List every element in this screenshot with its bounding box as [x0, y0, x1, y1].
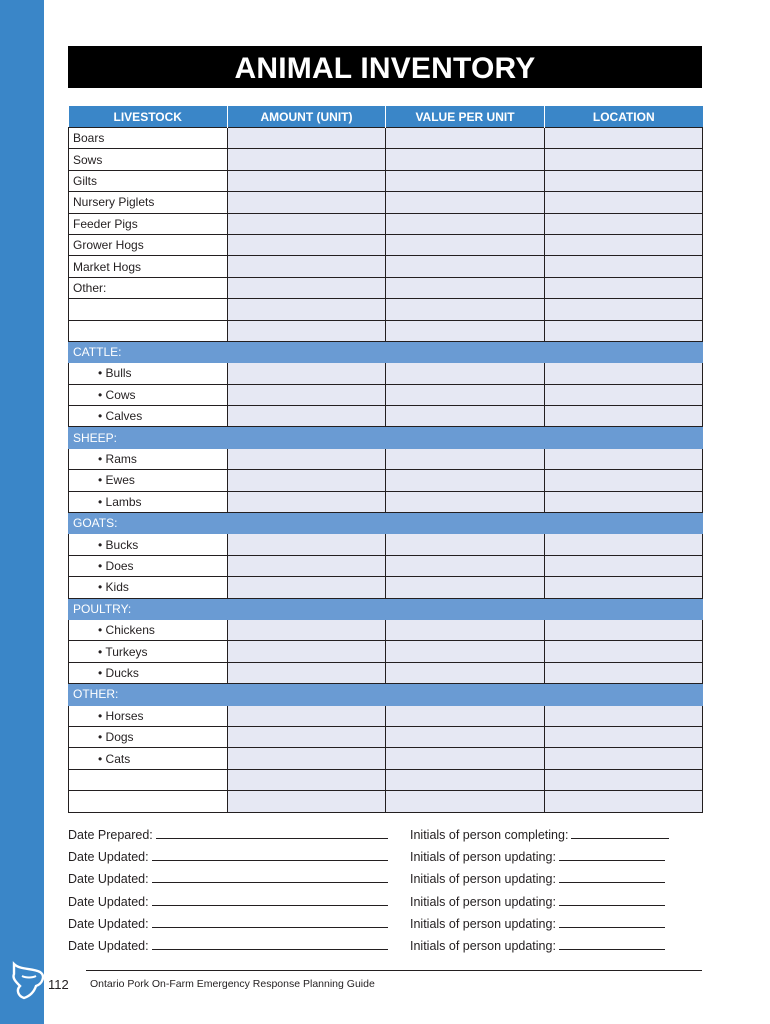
location-cell[interactable]: [545, 641, 703, 662]
location-cell[interactable]: [545, 662, 703, 683]
signoff-row: [68, 826, 702, 846]
location-cell[interactable]: [545, 619, 703, 640]
initials-field: [410, 826, 669, 842]
initials-label: Initials of person updating:: [410, 850, 556, 865]
location-cell[interactable]: [545, 769, 703, 790]
value-cell[interactable]: [386, 791, 545, 812]
value-cell[interactable]: [386, 448, 545, 469]
amount-cell[interactable]: [228, 769, 386, 790]
date-label: Date Updated:: [68, 894, 149, 909]
amount-cell[interactable]: [228, 534, 386, 555]
table-row: [69, 213, 703, 234]
section-row: [69, 341, 703, 362]
initials-label: Initials of person updating:: [410, 872, 556, 887]
location-cell[interactable]: [545, 555, 703, 576]
value-cell[interactable]: [386, 363, 545, 384]
amount-cell[interactable]: [228, 705, 386, 726]
value-cell[interactable]: [386, 299, 545, 320]
table-row: [69, 149, 703, 170]
table-row: [69, 299, 703, 320]
value-cell[interactable]: [386, 555, 545, 576]
location-cell[interactable]: [545, 448, 703, 469]
section-label: SHEEP:: [69, 427, 703, 448]
value-cell[interactable]: [386, 406, 545, 427]
initials-blank-line[interactable]: [559, 937, 665, 950]
location-cell[interactable]: [545, 534, 703, 555]
amount-cell[interactable]: [228, 619, 386, 640]
livestock-label[interactable]: [69, 299, 228, 320]
amount-cell[interactable]: [228, 128, 386, 149]
value-cell[interactable]: [386, 748, 545, 769]
date-label: Date Updated:: [68, 872, 149, 887]
amount-cell[interactable]: [228, 299, 386, 320]
table-row: [69, 256, 703, 277]
table-row: [69, 534, 703, 555]
section-label: GOATS:: [69, 513, 703, 534]
initials-label: Initials of person updating:: [410, 939, 556, 953]
location-cell[interactable]: [545, 577, 703, 598]
amount-cell[interactable]: [228, 448, 386, 469]
table-row: [69, 234, 703, 255]
section-row: [69, 427, 703, 448]
value-cell[interactable]: [386, 320, 545, 341]
section-row: [69, 598, 703, 619]
date-blank-line[interactable]: [152, 937, 388, 950]
livestock-label[interactable]: • Does: [69, 555, 228, 576]
livestock-label[interactable]: • Lambs: [69, 491, 228, 512]
amount-cell[interactable]: [228, 213, 386, 234]
signoff-row: [68, 937, 702, 957]
location-cell[interactable]: [545, 128, 703, 149]
date-blank-line[interactable]: [152, 893, 388, 906]
value-cell[interactable]: [386, 470, 545, 491]
livestock-label[interactable]: • Bulls: [69, 363, 228, 384]
table-row: [69, 192, 703, 213]
footer-rule: [86, 970, 702, 971]
table-row: [69, 384, 703, 405]
table-row: [69, 363, 703, 384]
value-cell[interactable]: [386, 384, 545, 405]
amount-cell[interactable]: [228, 555, 386, 576]
date-field: [68, 937, 388, 953]
amount-cell[interactable]: [228, 320, 386, 341]
value-cell[interactable]: [386, 726, 545, 747]
section-label: POULTRY:: [69, 598, 703, 619]
section-label: CATTLE:: [69, 341, 703, 362]
location-cell[interactable]: [545, 491, 703, 512]
date-field: [68, 870, 388, 886]
table-row: [69, 320, 703, 341]
pig-logo-icon: [6, 956, 50, 1004]
initials-blank-line[interactable]: [559, 870, 665, 883]
table-row: [69, 791, 703, 812]
column-header-value: VALUE PER UNIT: [386, 106, 545, 128]
livestock-label[interactable]: • Cows: [69, 384, 228, 405]
side-color-bar: [0, 0, 44, 1024]
initials-field: [410, 870, 665, 886]
date-field: [68, 848, 388, 864]
livestock-label[interactable]: • Dogs: [69, 726, 228, 747]
amount-cell[interactable]: [228, 363, 386, 384]
table-row: [69, 170, 703, 191]
table-row: [69, 555, 703, 576]
location-cell[interactable]: [545, 705, 703, 726]
livestock-label[interactable]: Other:: [69, 277, 228, 298]
initials-blank-line[interactable]: [559, 848, 665, 861]
value-cell[interactable]: [386, 662, 545, 683]
table-row: [69, 577, 703, 598]
location-cell[interactable]: [545, 470, 703, 491]
location-cell[interactable]: [545, 192, 703, 213]
table-row: [69, 748, 703, 769]
date-blank-line[interactable]: [156, 826, 388, 839]
initials-field: [410, 893, 665, 909]
table-row: [69, 128, 703, 149]
column-header-livestock: LIVESTOCK: [69, 106, 228, 128]
page-number: 112: [48, 977, 69, 992]
value-cell[interactable]: [386, 170, 545, 191]
location-cell[interactable]: [545, 234, 703, 255]
initials-field: [410, 915, 665, 931]
table-row: [69, 641, 703, 662]
date-label: Date Updated:: [68, 916, 149, 931]
location-cell[interactable]: [545, 320, 703, 341]
inventory-table: [68, 106, 703, 813]
initials-field: [410, 937, 665, 953]
livestock-label[interactable]: • Kids: [69, 577, 228, 598]
livestock-label[interactable]: Feeder Pigs: [69, 213, 228, 234]
value-cell[interactable]: [386, 192, 545, 213]
livestock-label[interactable]: • Horses: [69, 705, 228, 726]
table-row: [69, 470, 703, 491]
amount-cell[interactable]: [228, 577, 386, 598]
amount-cell[interactable]: [228, 470, 386, 491]
livestock-label[interactable]: • Rams: [69, 448, 228, 469]
value-cell[interactable]: [386, 641, 545, 662]
livestock-label[interactable]: Nursery Piglets: [69, 192, 228, 213]
location-cell[interactable]: [545, 384, 703, 405]
table-row: [69, 406, 703, 427]
location-cell[interactable]: [545, 791, 703, 812]
value-cell[interactable]: [386, 491, 545, 512]
livestock-label[interactable]: [69, 791, 228, 812]
livestock-label[interactable]: Boars: [69, 128, 228, 149]
location-cell[interactable]: [545, 149, 703, 170]
value-cell[interactable]: [386, 128, 545, 149]
amount-cell[interactable]: [228, 170, 386, 191]
table-row: [69, 769, 703, 790]
initials-blank-line[interactable]: [571, 826, 669, 839]
livestock-label[interactable]: • Turkeys: [69, 641, 228, 662]
initials-blank-line[interactable]: [559, 915, 665, 928]
livestock-label[interactable]: • Calves: [69, 406, 228, 427]
signoff-row: [68, 848, 702, 868]
signoff-row: [68, 915, 702, 935]
signoff-row: [68, 870, 702, 890]
livestock-label[interactable]: Gilts: [69, 170, 228, 191]
date-label: Date Updated:: [68, 850, 149, 865]
date-field: [68, 893, 388, 909]
amount-cell[interactable]: [228, 641, 386, 662]
livestock-label[interactable]: Market Hogs: [69, 256, 228, 277]
amount-cell[interactable]: [228, 406, 386, 427]
location-cell[interactable]: [545, 277, 703, 298]
livestock-label[interactable]: Sows: [69, 149, 228, 170]
table-row: [69, 619, 703, 640]
amount-cell[interactable]: [228, 662, 386, 683]
initials-blank-line[interactable]: [559, 893, 665, 906]
signoff-row: [68, 893, 702, 913]
initials-field: [410, 848, 665, 864]
table-header-row: [69, 106, 703, 128]
table-row: [69, 491, 703, 512]
value-cell[interactable]: [386, 213, 545, 234]
date-blank-line[interactable]: [152, 870, 388, 883]
location-cell[interactable]: [545, 256, 703, 277]
amount-cell[interactable]: [228, 491, 386, 512]
value-cell[interactable]: [386, 769, 545, 790]
amount-cell[interactable]: [228, 384, 386, 405]
livestock-label[interactable]: [69, 320, 228, 341]
date-blank-line[interactable]: [152, 848, 388, 861]
table-row: [69, 705, 703, 726]
date-field: [68, 915, 388, 931]
location-cell[interactable]: [545, 406, 703, 427]
amount-cell[interactable]: [228, 256, 386, 277]
value-cell[interactable]: [386, 534, 545, 555]
livestock-label[interactable]: • Ewes: [69, 470, 228, 491]
value-cell[interactable]: [386, 619, 545, 640]
livestock-label[interactable]: • Cats: [69, 748, 228, 769]
location-cell[interactable]: [545, 726, 703, 747]
location-cell[interactable]: [545, 299, 703, 320]
amount-cell[interactable]: [228, 791, 386, 812]
table-row: [69, 277, 703, 298]
section-row: [69, 513, 703, 534]
livestock-label[interactable]: Grower Hogs: [69, 234, 228, 255]
livestock-label[interactable]: [69, 769, 228, 790]
page-title: ANIMAL INVENTORY: [68, 46, 702, 88]
initials-label: Initials of person updating:: [410, 916, 556, 931]
value-cell[interactable]: [386, 149, 545, 170]
amount-cell[interactable]: [228, 726, 386, 747]
guide-title: Ontario Pork On-Farm Emergency Response Planning Guide: [90, 978, 375, 990]
value-cell[interactable]: [386, 577, 545, 598]
location-cell[interactable]: [545, 363, 703, 384]
date-label: Date Prepared:: [68, 828, 153, 842]
date-field: [68, 826, 388, 842]
initials-label: Initials of person completing:: [410, 828, 569, 842]
section-row: [69, 684, 703, 705]
table-row: [69, 448, 703, 469]
amount-cell[interactable]: [228, 149, 386, 170]
location-cell[interactable]: [545, 170, 703, 191]
value-cell[interactable]: [386, 277, 545, 298]
table-row: [69, 662, 703, 683]
amount-cell[interactable]: [228, 277, 386, 298]
value-cell[interactable]: [386, 705, 545, 726]
amount-cell[interactable]: [228, 748, 386, 769]
value-cell[interactable]: [386, 234, 545, 255]
initials-label: Initials of person updating:: [410, 894, 556, 909]
livestock-label[interactable]: • Bucks: [69, 534, 228, 555]
value-cell[interactable]: [386, 256, 545, 277]
column-header-amount: AMOUNT (UNIT): [228, 106, 386, 128]
date-label: Date Updated:: [68, 939, 149, 953]
amount-cell[interactable]: [228, 192, 386, 213]
section-label: OTHER:: [69, 684, 703, 705]
date-blank-line[interactable]: [152, 915, 388, 928]
location-cell[interactable]: [545, 213, 703, 234]
livestock-label[interactable]: • Chickens: [69, 619, 228, 640]
location-cell[interactable]: [545, 748, 703, 769]
amount-cell[interactable]: [228, 234, 386, 255]
livestock-label[interactable]: • Ducks: [69, 662, 228, 683]
column-header-location: LOCATION: [545, 106, 703, 128]
table-row: [69, 726, 703, 747]
